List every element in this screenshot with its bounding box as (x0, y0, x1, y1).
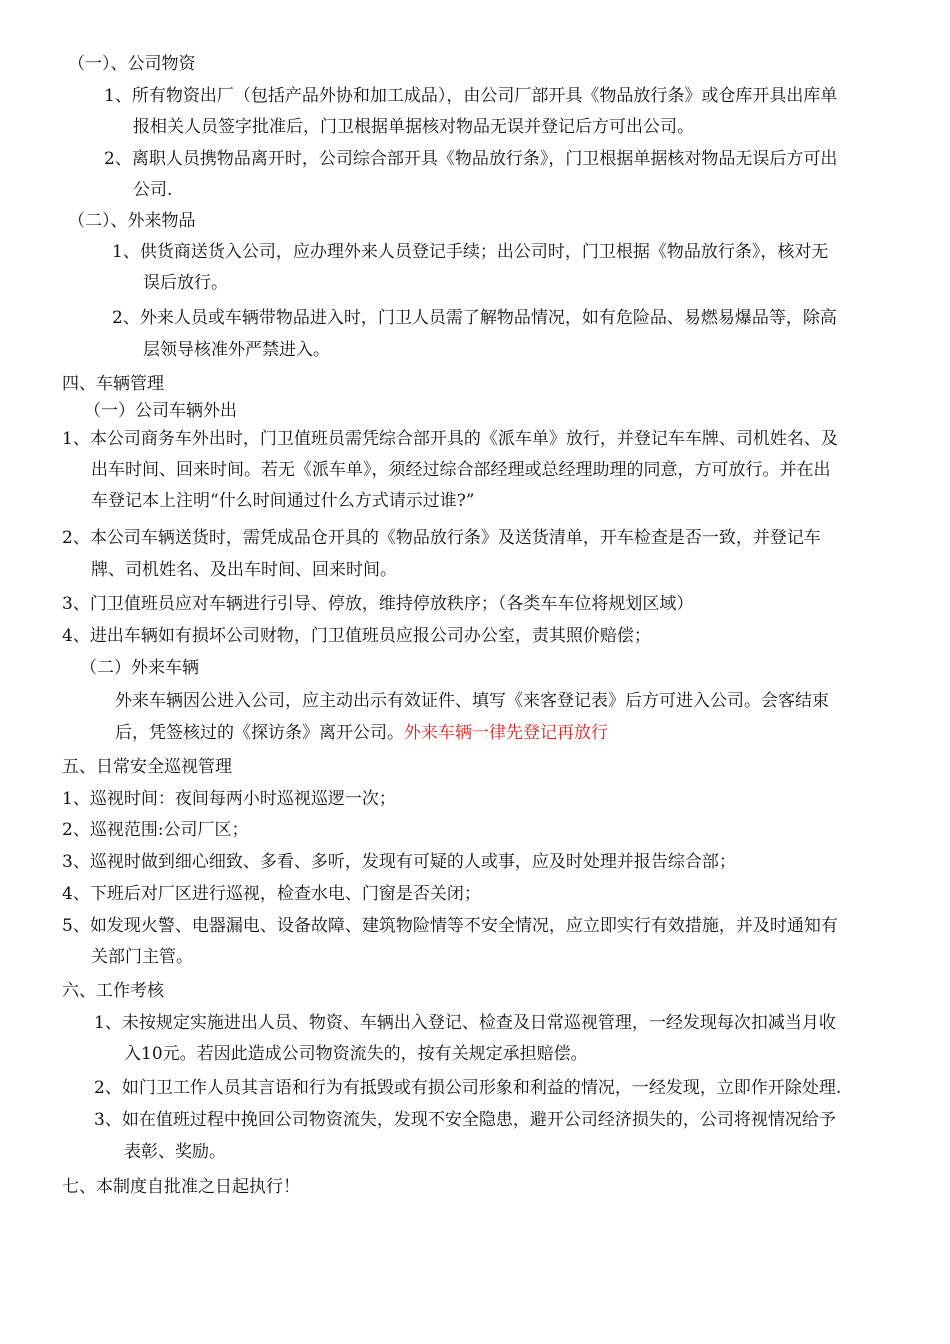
section-4b-heading: （二）外来车辆 (80, 658, 199, 678)
section-3b-heading: （二）、外来物品 (68, 211, 196, 231)
section-5-item-4: 4、下班后对厂区进行巡视，检查水电、门窗是否关闭； (62, 884, 481, 904)
section-4a-item-2-cont: 牌、司机姓名、及出车时间、回来时间。 (91, 560, 397, 580)
section-3b-item-2-cont: 层领导核准外严禁进入。 (143, 340, 330, 360)
section-4-heading: 四、车辆管理 (62, 374, 164, 394)
section-3a-item-1-cont: 报相关人员签字批准后，门卫根据单据核对物品无误并登记后方可出公司。 (133, 117, 694, 137)
section-4b-text-cont (115, 722, 608, 744)
section-5-item-2: 2、巡视范围:公司厂区； (62, 820, 249, 840)
highlight-note: 外来车辆一律先登记再放行 (404, 723, 608, 743)
section-6-item-1-cont: 入10元。若因此造成公司物资流失的，按有关规定承担赔偿。 (124, 1044, 588, 1064)
section-7-text: 七、本制度自批准之日起执行！ (62, 1177, 300, 1197)
section-4a-item-3: 3、门卫值班员应对车辆进行引导、停放，维持停放秩序；（各类车车位将规划区域） (62, 594, 694, 614)
section-4a-item-1: 1、本公司商务车外出时，门卫值班员需凭综合部开具的《派车单》放行，并登记车车牌、司机姓名、及 (62, 429, 838, 449)
section-4a-heading: （一）公司车辆外出 (84, 401, 237, 421)
section-6-heading: 六、工作考核 (62, 981, 164, 1001)
section-3a-item-2: 2、离职人员携物品离开时，公司综合部开具《物品放行条》，门卫根据单据核对物品无误后方可出 (104, 149, 838, 169)
section-3a-heading: （一）、公司物资 (68, 54, 196, 74)
section-4a-item-1-cont: 出车时间、回来时间。若无《派车单》，须经过综合部经理或总经理助理的同意，方可放行。并在出 (91, 460, 831, 480)
section-5-item-5: 5、如发现火警、电器漏电、设备故障、建筑物险情等不安全情况，应立即实行有效措施，并及时通知有 (62, 916, 838, 936)
section-4a-item-1-cont-2: 车登记本上注明“什么时间通过什么方式请示过谁?” (91, 491, 475, 511)
section-4b-text: 外来车辆因公进入公司，应主动出示有效证件、填写《来客登记表》后方可进入公司。会客结束 (115, 691, 829, 711)
section-4a-item-4: 4、进出车辆如有损坏公司财物，门卫值班员应报公司办公室，责其照价赔偿； (62, 626, 651, 646)
section-3b-item-1-cont: 误后放行。 (143, 273, 228, 293)
section-6-item-2: 2、如门卫工作人员其言语和行为有抵毁或有损公司形象和利益的情况，一经发现，立即作开除处理. (94, 1078, 842, 1098)
section-5-item-3: 3、巡视时做到细心细致、多看、多听，发现有可疑的人或事，应及时处理并报告综合部； (62, 852, 736, 872)
section-4a-item-2: 2、本公司车辆送货时，需凭成品仓开具的《物品放行条》及送货清单，开车检查是否一致，并登记车 (62, 528, 821, 548)
section-3b-item-1: 1、供货商送货入公司，应办理外来人员登记手续；出公司时，门卫根据《物品放行条》，核对无 (112, 242, 829, 262)
section-5-item-5-cont: 关部门主管。 (91, 947, 193, 967)
section-6-item-3-cont: 表彰、奖励。 (124, 1142, 226, 1162)
section-6-item-1: 1、未按规定实施进出人员、物资、车辆出入登记、检查及日常巡视管理，一经发现每次扣减当月收 (94, 1013, 836, 1033)
section-4b-text-plain: 后，凭签核过的《探访条》离开公司。 (115, 723, 404, 743)
section-6-item-3: 3、如在值班过程中挽回公司物资流失，发现不安全隐患，避开公司经济损失的，公司将视情况给予 (94, 1110, 836, 1130)
section-5-heading: 五、日常安全巡视管理 (62, 757, 232, 777)
section-5-item-1: 1、巡视时间：夜间每两小时巡视巡逻一次； (62, 789, 396, 809)
section-3b-item-2: 2、外来人员或车辆带物品进入时，门卫人员需了解物品情况，如有危险品、易燃易爆品等，除高 (112, 308, 837, 328)
section-3a-item-1: 1、所有物资出厂（包括产品外协和加工成品），由公司厂部开具《物品放行条》或仓库开具出库单 (104, 86, 838, 106)
section-3a-item-2-cont: 公司. (133, 180, 173, 200)
